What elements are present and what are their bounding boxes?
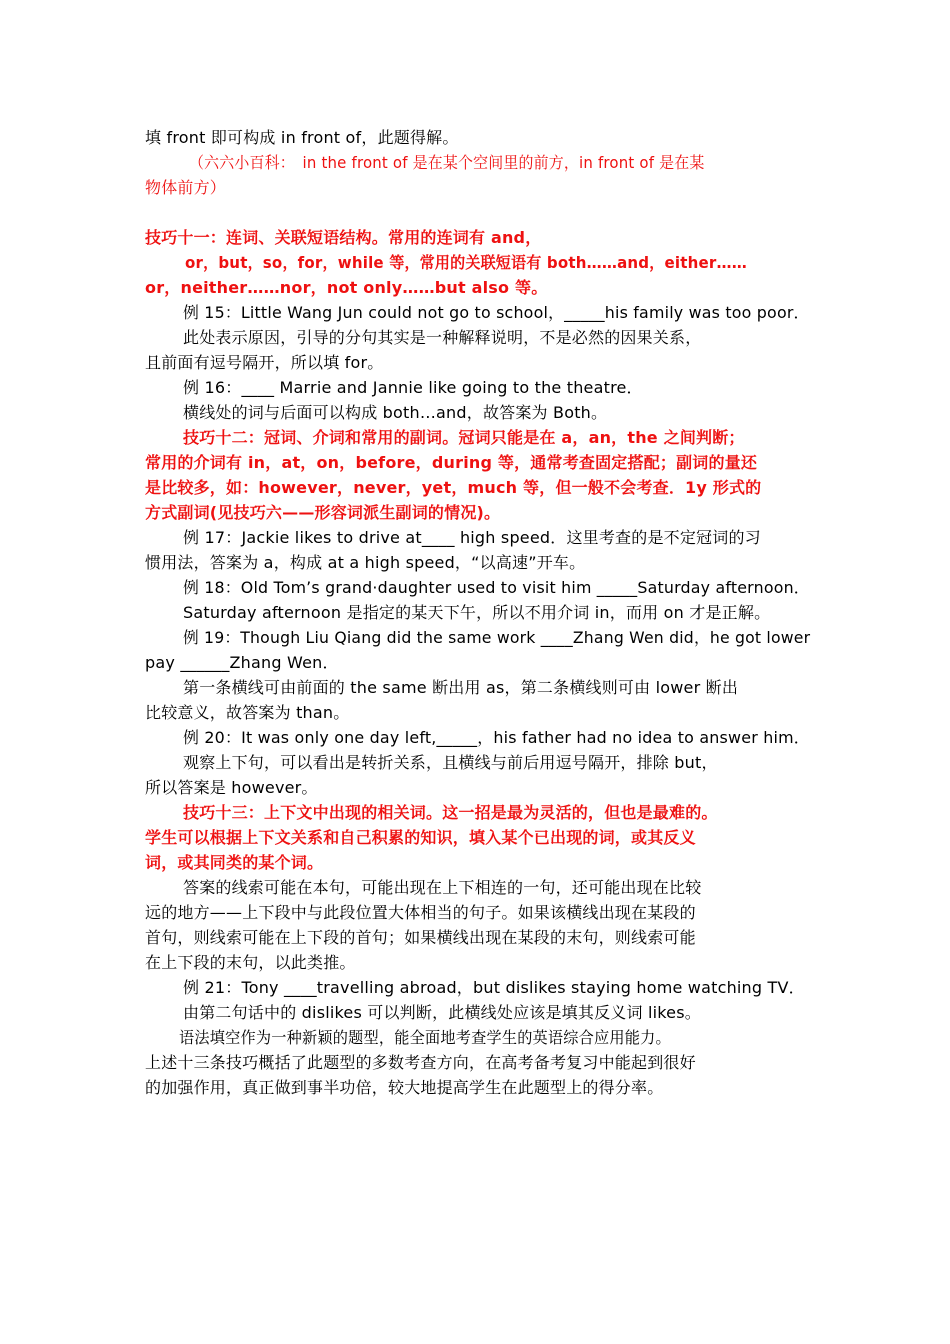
example-line: 例 15：Little Wang Jun could not go to school，_____his family was too poor． <box>183 303 810 322</box>
explanation-line: 且前面有逗号隔开，所以填 for。 <box>145 353 384 372</box>
explanation-line: 观察上下句，可以看出是转折关系，且横线与前后用逗号隔开，排除 but， <box>183 753 718 772</box>
tip-heading-line: 常用的介词有 in，at，on，before，during 等，通常考查固定搭配；副词的量还 <box>145 453 758 472</box>
explanation-line: 答案的线索可能在本句，可能出现在上下相连的一句，还可能出现在比较 <box>183 878 702 897</box>
tip-heading-line: 是比较多，如：however，never，yet，much 等，但一般不会考查．1y 形式的 <box>145 478 762 497</box>
example-line: 例 21：Tony ____travelling abroad，but dislikes staying home watching TV． <box>183 978 805 997</box>
example-line: 例 18：Old Tom’s grand·daughter used to visit him _____Saturday afternoon． <box>183 578 810 597</box>
tip-heading-line: 技巧十一：连词、关联短语结构。常用的连词有 and， <box>145 228 542 247</box>
explanation-line: 惯用法，答案为 a，构成 at a high speed，“以高速”开车。 <box>145 553 586 572</box>
explanation-line: 横线处的词与后面可以构成 both…and，故答案为 Both。 <box>183 403 608 422</box>
tip-heading-line: 词，或其同类的某个词。 <box>145 853 324 872</box>
tip-heading-line: 技巧十二：冠词、介词和常用的副词。冠词只能是在 a，an，the 之间判断； <box>183 428 745 447</box>
explanation-line: Saturday afternoon 是指定的某天下午，所以不用介词 in，而用 on 才是正解。 <box>183 603 771 622</box>
tip-heading-line: 学生可以根据上下文关系和自己积累的知识，填入某个已出现的词，或其反义 <box>145 828 696 847</box>
explanation-line: 在上下段的末句，以此类推。 <box>145 953 356 972</box>
example-line: 例 17：Jackie likes to drive at____ high speed．这里考查的是不定冠词的习 <box>183 528 761 547</box>
tip-heading-line: or，but，so，for，while 等，常用的关联短语有 both……and，either…… <box>185 253 747 272</box>
tip-note-line: （六六小百科： in the front of 是在某个空间里的前方，in front of 是在某 <box>189 153 705 172</box>
explanation-line: 由第二句话中的 dislikes 可以判断，此横线处应该是填其反义词 likes。 <box>183 1003 701 1022</box>
explanation-line: 远的地方——上下段中与此段位置大体相当的句子。如果该横线出现在某段的 <box>145 903 696 922</box>
example-line: 例 20：It was only one day left,_____，his father had no idea to answer him． <box>183 728 810 747</box>
explanation-line: 所以答案是 however。 <box>145 778 318 797</box>
tip-heading-line: or，neither……nor，not only……but also 等。 <box>145 278 548 297</box>
explanation-line: 比较意义，故答案为 than。 <box>145 703 350 722</box>
conclusion-line: 上述十三条技巧概括了此题型的多数考查方向，在高考备考复习中能起到很好 <box>145 1053 696 1072</box>
tip-note-line: 物体前方） <box>145 178 227 197</box>
explanation-line: 首句，则线索可能在上下段的首句；如果横线出现在某段的末句，则线索可能 <box>145 928 696 947</box>
tip-heading-line: 方式副词(见技巧六——形容词派生副词的情况)。 <box>145 503 501 522</box>
conclusion-line: 语法填空作为一种新颖的题型，能全面地考查学生的英语综合应用能力。 <box>179 1028 671 1047</box>
explanation-line: 第一条横线可由前面的 the same 断出用 as，第二条横线则可由 lower 断出 <box>183 678 739 697</box>
text-line: 填 front 即可构成 in front of，此题得解。 <box>145 128 459 147</box>
tip-heading-line: 技巧十三：上下文中出现的相关词。这一招是最为灵活的，但也是最难的。 <box>183 803 718 822</box>
explanation-line: 此处表示原因，引导的分句其实是一种解释说明，不是必然的因果关系， <box>183 328 702 347</box>
example-line: 例 16：____ Marrie and Jannie like going to the theatre． <box>183 378 643 397</box>
example-line: pay ______Zhang Wen． <box>145 653 339 672</box>
conclusion-line: 的加强作用，真正做到事半功倍，较大地提高学生在此题型上的得分率。 <box>145 1078 664 1097</box>
example-line: 例 19：Though Liu Qiang did the same work ____Zhang Wen did，he got lower <box>183 628 811 647</box>
